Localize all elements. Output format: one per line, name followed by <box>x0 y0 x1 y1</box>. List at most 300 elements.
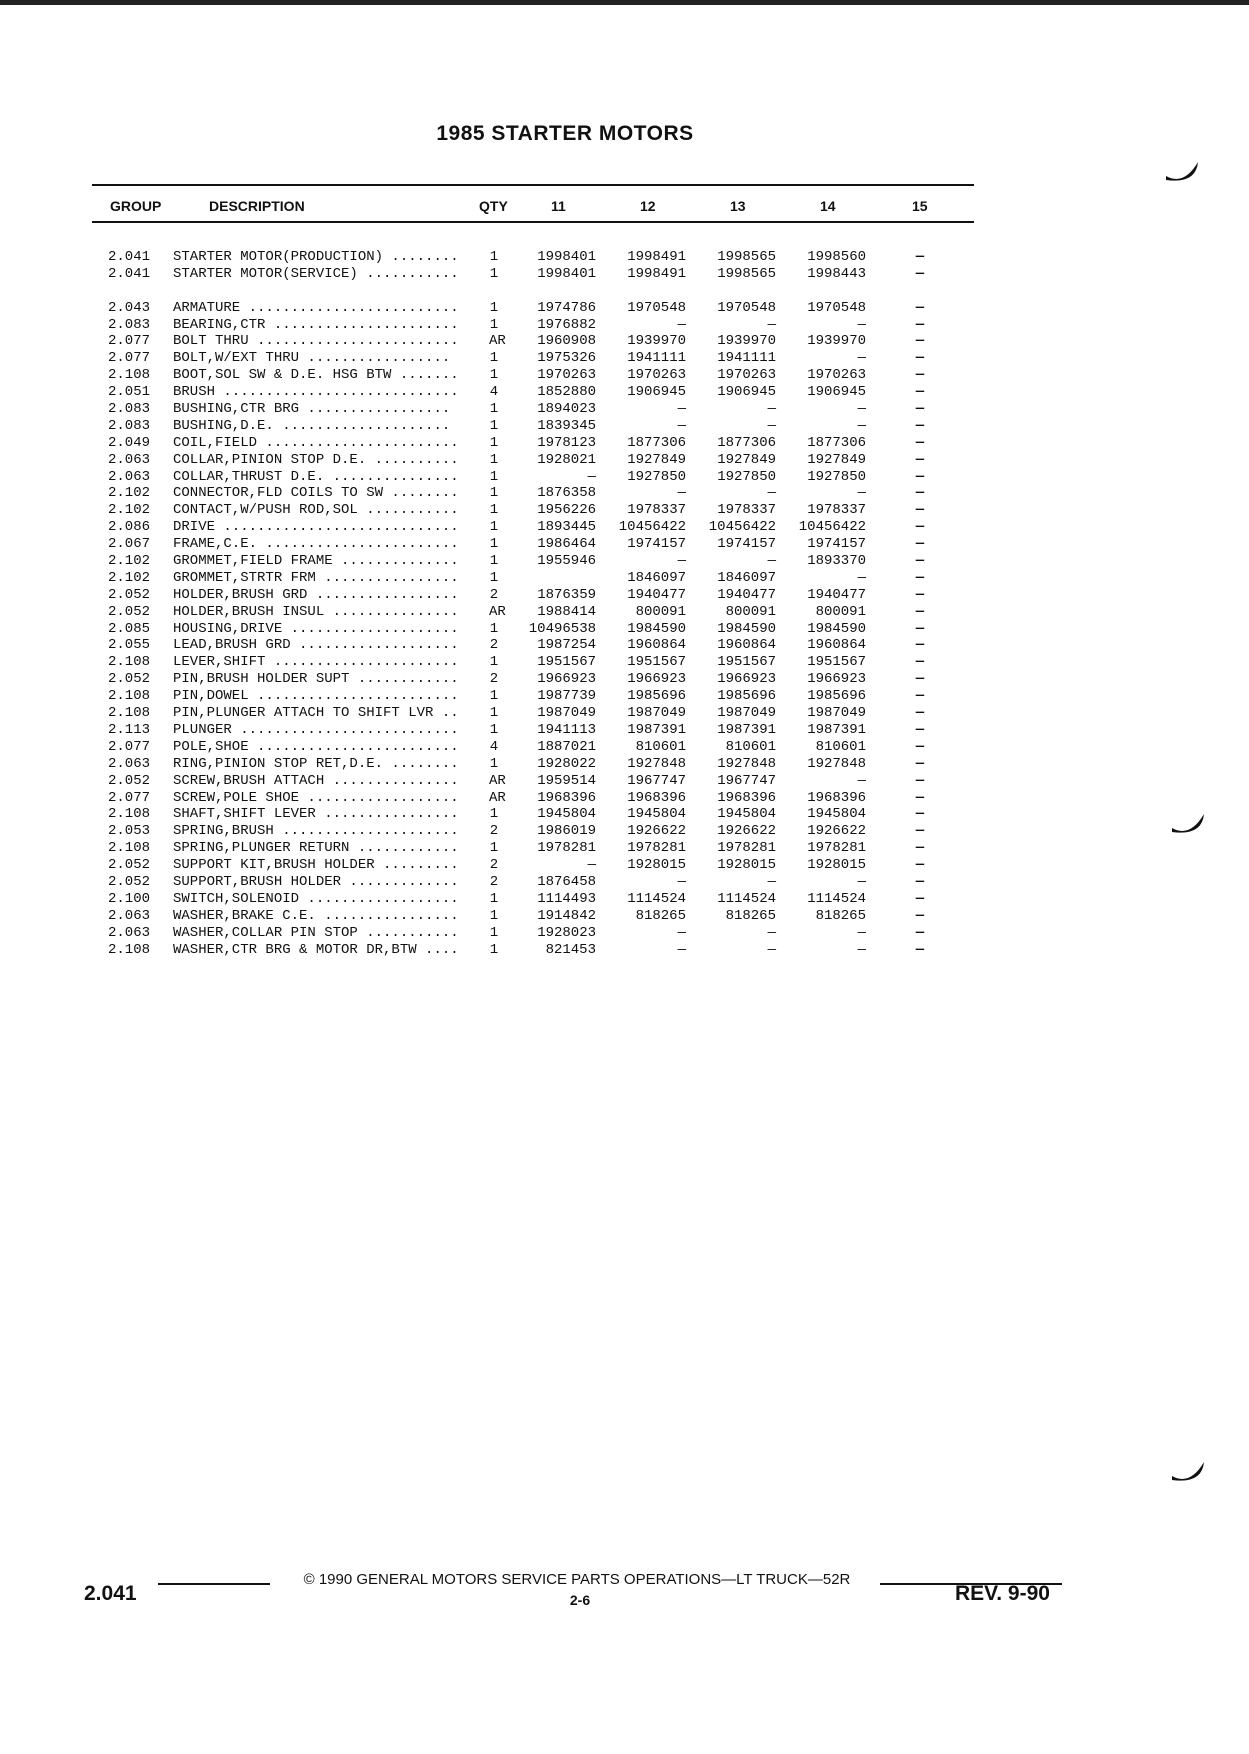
cell-c11: 1998401 <box>537 249 596 265</box>
cell-description: COLLAR,PINION STOP D.E. .......... <box>173 451 459 468</box>
cell-group: 2.108 <box>108 705 151 722</box>
cell-description: PIN,DOWEL ........................ <box>173 688 459 705</box>
cell-c14: 1998560 <box>807 249 866 265</box>
cell-description: BOOT,SOL SW & D.E. HSG BTW ....... <box>173 367 459 384</box>
cell-description: CONTACT,W/PUSH ROD,SOL ........... <box>173 502 459 519</box>
cell-c12: 10456422 <box>618 519 686 536</box>
table-row <box>0 688 1249 705</box>
cell-description: BOLT THRU ........................ <box>173 333 459 350</box>
cell-qty: 1 <box>489 907 499 924</box>
page-number: 2-6 <box>569 1592 591 1608</box>
cell-c15: — <box>915 316 925 333</box>
cell-c12: 1966923 <box>627 671 686 688</box>
cell-c11: 1966923 <box>537 671 596 688</box>
cell-qty: 1 <box>489 350 499 367</box>
cell-c13: — <box>767 941 776 958</box>
cell-c14: 1984590 <box>807 620 866 637</box>
cell-c11: 1988414 <box>537 603 596 620</box>
cell-c11: 1876458 <box>537 873 596 890</box>
cell-description: SCREW,POLE SHOE .................. <box>173 789 459 806</box>
cell-c11: 1956226 <box>537 502 596 519</box>
cell-description: GROMMET,FIELD FRAME .............. <box>173 553 459 570</box>
footer-rule-left <box>158 1583 270 1585</box>
cell-group: 2.055 <box>108 637 151 654</box>
footer-copyright: © 1990 GENERAL MOTORS SERVICE PARTS OPERATIONS—LT TRUCK—52R <box>303 1571 851 1588</box>
cell-qty: 1 <box>489 553 499 570</box>
cell-description: RING,PINION STOP RET,D.E. ........ <box>173 755 459 772</box>
cell-c15: — <box>915 603 925 620</box>
cell-c12: — <box>677 941 686 958</box>
cell-c15: — <box>915 721 925 738</box>
cell-c14: 818265 <box>815 907 866 924</box>
cell-description: WASHER,CTR BRG & MOTOR DR,BTW .... <box>173 941 459 958</box>
cell-description: HOLDER,BRUSH INSUL ............... <box>173 603 459 620</box>
cell-c14: 1945804 <box>807 806 866 823</box>
cell-description: BRUSH ............................ <box>173 384 459 401</box>
cell-description: PIN,PLUNGER ATTACH TO SHIFT LVR .. <box>173 705 459 722</box>
table-row <box>0 823 1249 840</box>
col-header-14: 14 <box>820 198 836 214</box>
cell-group: 2.102 <box>108 485 151 502</box>
binder-hole-mark <box>1162 158 1202 188</box>
cell-c12: 1941111 <box>627 350 686 367</box>
cell-group: 2.052 <box>108 586 151 603</box>
cell-description: POLE,SHOE ........................ <box>173 738 459 755</box>
table-row <box>0 857 1249 874</box>
cell-group: 2.063 <box>108 451 151 468</box>
cell-c11: 1928021 <box>537 451 596 468</box>
table-row <box>0 604 1249 621</box>
col-header-13: 13 <box>730 198 746 214</box>
cell-qty: 2 <box>489 823 499 840</box>
cell-group: 2.102 <box>108 502 151 519</box>
cell-c11: 1914842 <box>537 907 596 924</box>
cell-c13: 818265 <box>725 907 776 924</box>
cell-c12: 1939970 <box>627 333 686 350</box>
table-row <box>0 739 1249 756</box>
cell-c11: 1876358 <box>537 485 596 502</box>
table-row <box>0 722 1249 739</box>
cell-c14: — <box>857 350 866 367</box>
table-row <box>0 452 1249 469</box>
cell-qty: 1 <box>489 569 499 586</box>
cell-c11: — <box>587 857 596 874</box>
cell-group: 2.052 <box>108 857 151 874</box>
cell-c15: — <box>915 671 925 688</box>
cell-description: GROMMET,STRTR FRM ................ <box>173 569 459 586</box>
cell-c15: — <box>915 502 925 519</box>
cell-c11: 1987049 <box>537 705 596 722</box>
cell-c14: — <box>857 485 866 502</box>
cell-c11: 1970263 <box>537 367 596 384</box>
cell-description: SCREW,BRUSH ATTACH ............... <box>173 772 459 789</box>
cell-qty: 1 <box>489 401 499 418</box>
cell-c12: — <box>677 417 686 434</box>
cell-c13: 1970263 <box>717 367 776 384</box>
cell-description: BOLT,W/EXT THRU ................. <box>173 350 451 367</box>
cell-c15: — <box>915 569 925 586</box>
cell-qty: AR <box>489 772 506 789</box>
cell-group: 2.077 <box>108 350 151 367</box>
cell-c14: 1987049 <box>807 705 866 722</box>
cell-group: 2.108 <box>108 688 151 705</box>
cell-c15: — <box>915 468 925 485</box>
cell-c12: 1968396 <box>627 789 686 806</box>
cell-qty: 1 <box>489 688 499 705</box>
cell-c11: 1987739 <box>537 688 596 705</box>
cell-c13: — <box>767 485 776 502</box>
cell-description: CONNECTOR,FLD COILS TO SW ........ <box>173 485 459 502</box>
cell-c13: 810601 <box>725 738 776 755</box>
table-row <box>0 891 1249 908</box>
table-row <box>0 435 1249 452</box>
cell-description: SUPPORT,BRUSH HOLDER ............. <box>173 873 459 890</box>
table-row <box>0 553 1249 570</box>
cell-c12: 1978337 <box>627 502 686 519</box>
cell-qty: 1 <box>489 755 499 772</box>
table-row <box>0 469 1249 486</box>
cell-c12: 1114524 <box>627 890 686 907</box>
table-row <box>0 806 1249 823</box>
cell-c14: 1927848 <box>807 755 866 772</box>
cell-qty: 1 <box>489 434 499 451</box>
cell-group: 2.052 <box>108 772 151 789</box>
cell-c12: 1951567 <box>627 654 686 671</box>
cell-description: SPRING,PLUNGER RETURN ............ <box>173 840 459 857</box>
table-row <box>0 502 1249 519</box>
cell-c12: 1978281 <box>627 840 686 857</box>
cell-c12: 1960864 <box>627 637 686 654</box>
cell-c14: 1939970 <box>807 333 866 350</box>
cell-description: COLLAR,THRUST D.E. ............... <box>173 468 459 485</box>
cell-qty: 1 <box>489 417 499 434</box>
cell-c14: 10456422 <box>798 519 866 536</box>
cell-c14: 1927849 <box>807 451 866 468</box>
cell-c14: — <box>857 569 866 586</box>
cell-qty: 1 <box>489 840 499 857</box>
cell-qty: 1 <box>489 265 499 282</box>
cell-description: COIL,FIELD ....................... <box>173 434 459 451</box>
cell-description: LEAD,BRUSH GRD ................... <box>173 637 459 654</box>
cell-c15: — <box>915 823 925 840</box>
cell-c12: 1998491 <box>627 249 686 265</box>
table-row <box>0 773 1249 790</box>
cell-c14: 1893370 <box>807 553 866 570</box>
cell-c15: — <box>915 417 925 434</box>
cell-c15: — <box>915 806 925 823</box>
cell-c15: — <box>915 755 925 772</box>
table-row <box>0 925 1249 942</box>
cell-c11: — <box>587 468 596 485</box>
cell-c13: 1114524 <box>717 890 776 907</box>
binder-hole-mark <box>1168 1458 1208 1488</box>
table-row <box>0 266 1249 283</box>
table-row <box>0 874 1249 891</box>
cell-c12: 1985696 <box>627 688 686 705</box>
cell-qty: 1 <box>489 620 499 637</box>
cell-c12: 1967747 <box>627 772 686 789</box>
table-row <box>0 519 1249 536</box>
cell-c15: — <box>915 873 925 890</box>
cell-c11: 1986464 <box>537 536 596 553</box>
cell-qty: 1 <box>489 299 499 316</box>
cell-qty: 1 <box>489 316 499 333</box>
table-row <box>0 790 1249 807</box>
cell-c11: 1945804 <box>537 806 596 823</box>
cell-c13: 1967747 <box>717 772 776 789</box>
cell-c14: 1951567 <box>807 654 866 671</box>
cell-qty: 4 <box>489 384 499 401</box>
cell-c11: 1986019 <box>537 823 596 840</box>
cell-c15: — <box>915 907 925 924</box>
cell-c13: — <box>767 873 776 890</box>
cell-c15: — <box>915 840 925 857</box>
cell-qty: 1 <box>489 468 499 485</box>
cell-description: FRAME,C.E. ....................... <box>173 536 459 553</box>
row-spacer <box>0 283 1249 300</box>
cell-description: SUPPORT KIT,BRUSH HOLDER ......... <box>173 857 459 874</box>
cell-c11: 1941113 <box>537 721 596 738</box>
cell-group: 2.077 <box>108 333 151 350</box>
cell-qty: 2 <box>489 637 499 654</box>
cell-c13: 1928015 <box>717 857 776 874</box>
cell-group: 2.102 <box>108 569 151 586</box>
cell-group: 2.063 <box>108 924 151 941</box>
cell-qty: 1 <box>489 451 499 468</box>
cell-c11: 1876359 <box>537 586 596 603</box>
table-row <box>0 485 1249 502</box>
cell-group: 2.063 <box>108 907 151 924</box>
cell-c11: 1928022 <box>537 755 596 772</box>
cell-group: 2.052 <box>108 873 151 890</box>
col-header-15: 15 <box>912 198 928 214</box>
cell-c15: — <box>915 485 925 502</box>
cell-c12: 1998491 <box>627 265 686 282</box>
table-row <box>0 536 1249 553</box>
table-row <box>0 908 1249 925</box>
cell-qty: 4 <box>489 738 499 755</box>
cell-c14: 1966923 <box>807 671 866 688</box>
cell-c13: 1846097 <box>717 569 776 586</box>
cell-c11: 1887021 <box>537 738 596 755</box>
col-header-description: DESCRIPTION <box>209 198 305 214</box>
cell-c15: — <box>915 654 925 671</box>
table-row <box>0 705 1249 722</box>
cell-c12: 1974157 <box>627 536 686 553</box>
cell-c11: 1893445 <box>537 519 596 536</box>
cell-c13: 1968396 <box>717 789 776 806</box>
cell-c11: 1968396 <box>537 789 596 806</box>
cell-c14: 1978281 <box>807 840 866 857</box>
cell-description: STARTER MOTOR(PRODUCTION) ........ <box>173 249 459 265</box>
top-border <box>0 0 1249 5</box>
table-row <box>0 570 1249 587</box>
cell-c15: — <box>915 941 925 958</box>
cell-qty: AR <box>489 333 506 350</box>
cell-group: 2.108 <box>108 941 151 958</box>
cell-group: 2.108 <box>108 367 151 384</box>
cell-group: 2.043 <box>108 299 151 316</box>
cell-c11: 1852880 <box>537 384 596 401</box>
cell-qty: 1 <box>489 806 499 823</box>
cell-c15: — <box>915 924 925 941</box>
cell-c12: 1945804 <box>627 806 686 823</box>
cell-c15: — <box>915 401 925 418</box>
cell-c12: 1928015 <box>627 857 686 874</box>
header-top-rule <box>92 184 974 186</box>
cell-c11: 1975326 <box>537 350 596 367</box>
cell-group: 2.077 <box>108 738 151 755</box>
cell-qty: 2 <box>489 671 499 688</box>
cell-c14: — <box>857 401 866 418</box>
cell-c12: 1987391 <box>627 721 686 738</box>
parts-table <box>0 249 1249 958</box>
cell-qty: 1 <box>489 721 499 738</box>
cell-description: WASHER,COLLAR PIN STOP ........... <box>173 924 459 941</box>
cell-c14: 810601 <box>815 738 866 755</box>
table-row <box>0 333 1249 350</box>
cell-c13: 1939970 <box>717 333 776 350</box>
cell-c15: — <box>915 434 925 451</box>
cell-c15: — <box>915 249 925 265</box>
cell-c15: — <box>915 705 925 722</box>
cell-c12: 1984590 <box>627 620 686 637</box>
cell-c11: 1998401 <box>537 265 596 282</box>
cell-c14: 1968396 <box>807 789 866 806</box>
cell-c13: 1985696 <box>717 688 776 705</box>
table-row <box>0 671 1249 688</box>
cell-c13: 10456422 <box>708 519 776 536</box>
cell-c14: 1927850 <box>807 468 866 485</box>
table-row <box>0 840 1249 857</box>
cell-c14: 800091 <box>815 603 866 620</box>
cell-c15: — <box>915 620 925 637</box>
cell-qty: 1 <box>489 705 499 722</box>
cell-c13: — <box>767 417 776 434</box>
cell-qty: 1 <box>489 890 499 907</box>
cell-description: HOLDER,BRUSH GRD ................. <box>173 586 459 603</box>
cell-c15: — <box>915 857 925 874</box>
cell-group: 2.113 <box>108 721 151 738</box>
cell-group: 2.083 <box>108 401 151 418</box>
cell-c14: 1970548 <box>807 299 866 316</box>
cell-description: SWITCH,SOLENOID .................. <box>173 890 459 907</box>
cell-c13: 1940477 <box>717 586 776 603</box>
table-row <box>0 621 1249 638</box>
cell-c13: 1906945 <box>717 384 776 401</box>
cell-c11: 1894023 <box>537 401 596 418</box>
cell-c15: — <box>915 384 925 401</box>
table-row <box>0 367 1249 384</box>
cell-qty: 1 <box>489 941 499 958</box>
table-row <box>0 418 1249 435</box>
cell-description: BUSHING,CTR BRG ................. <box>173 401 451 418</box>
cell-c11: 1987254 <box>537 637 596 654</box>
cell-group: 2.063 <box>108 468 151 485</box>
cell-c12: 1846097 <box>627 569 686 586</box>
cell-group: 2.067 <box>108 536 151 553</box>
section-number: 2.041 <box>84 1582 137 1605</box>
cell-c11: 10496538 <box>528 620 596 637</box>
cell-c13: 1987391 <box>717 721 776 738</box>
cell-description: HOUSING,DRIVE .................... <box>173 620 459 637</box>
cell-description: SHAFT,SHIFT LEVER ................ <box>173 806 459 823</box>
cell-c15: — <box>915 890 925 907</box>
cell-c13: 1927849 <box>717 451 776 468</box>
cell-c13: 1966923 <box>717 671 776 688</box>
cell-group: 2.108 <box>108 654 151 671</box>
cell-c13: 1984590 <box>717 620 776 637</box>
cell-c13: 1998565 <box>717 249 776 265</box>
cell-c14: 1114524 <box>807 890 866 907</box>
cell-c12: 1970263 <box>627 367 686 384</box>
cell-c12: — <box>677 485 686 502</box>
cell-c14: 1974157 <box>807 536 866 553</box>
cell-description: PLUNGER .......................... <box>173 721 459 738</box>
table-row <box>0 587 1249 604</box>
table-row <box>0 942 1249 959</box>
cell-group: 2.102 <box>108 553 151 570</box>
cell-c13: — <box>767 553 776 570</box>
cell-c11: 1978123 <box>537 434 596 451</box>
cell-group: 2.083 <box>108 316 151 333</box>
cell-c15: — <box>915 536 925 553</box>
cell-qty: 1 <box>489 654 499 671</box>
cell-c15: — <box>915 553 925 570</box>
cell-c14: 1998443 <box>807 265 866 282</box>
cell-c15: — <box>915 299 925 316</box>
cell-c11: 1928023 <box>537 924 596 941</box>
cell-group: 2.041 <box>108 249 151 265</box>
cell-c12: — <box>677 924 686 941</box>
cell-c12: 818265 <box>635 907 686 924</box>
cell-group: 2.077 <box>108 789 151 806</box>
cell-c12: 1926622 <box>627 823 686 840</box>
table-row <box>0 384 1249 401</box>
cell-qty: AR <box>489 789 506 806</box>
cell-c14: — <box>857 417 866 434</box>
cell-c13: 1941111 <box>717 350 776 367</box>
cell-c11: 1114493 <box>537 890 596 907</box>
cell-c14: 1960864 <box>807 637 866 654</box>
table-row <box>0 756 1249 773</box>
cell-c14: 1940477 <box>807 586 866 603</box>
cell-group: 2.108 <box>108 840 151 857</box>
revision-label: REV. 9-90 <box>955 1582 1050 1605</box>
cell-c11: 1951567 <box>537 654 596 671</box>
col-header-11: 11 <box>551 198 566 214</box>
table-row <box>0 350 1249 367</box>
cell-group: 2.053 <box>108 823 151 840</box>
cell-qty: 1 <box>489 536 499 553</box>
cell-c11: 1839345 <box>537 417 596 434</box>
cell-qty: 1 <box>489 249 499 265</box>
cell-description: STARTER MOTOR(SERVICE) ........... <box>173 265 459 282</box>
cell-c15: — <box>915 265 925 282</box>
cell-qty: 2 <box>489 586 499 603</box>
cell-c14: 1987391 <box>807 721 866 738</box>
cell-c14: — <box>857 316 866 333</box>
cell-group: 2.085 <box>108 620 151 637</box>
cell-c13: 800091 <box>725 603 776 620</box>
table-row <box>0 249 1249 266</box>
cell-c11: 1976882 <box>537 316 596 333</box>
cell-c11: 1974786 <box>537 299 596 316</box>
cell-description: BUSHING,D.E. .................... <box>173 417 451 434</box>
cell-c14: 1906945 <box>807 384 866 401</box>
cell-c13: 1945804 <box>717 806 776 823</box>
cell-c15: — <box>915 688 925 705</box>
